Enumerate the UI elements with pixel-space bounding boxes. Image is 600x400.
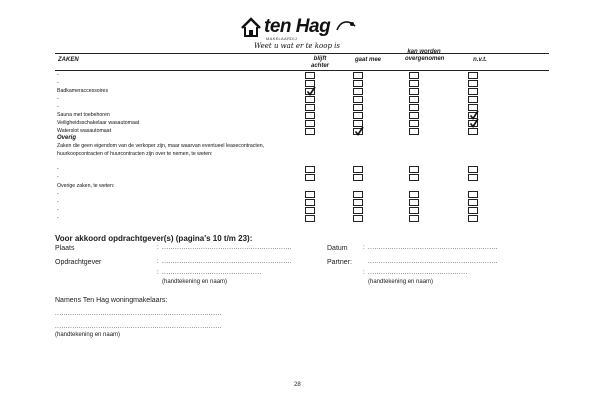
checkbox[interactable]: [409, 166, 419, 173]
makelaars-field-1[interactable]: .............................................................................: [55, 311, 222, 317]
opdrachtgever-colon: :: [157, 259, 160, 265]
checkbox-checked[interactable]: [305, 88, 315, 95]
checkbox[interactable]: [353, 96, 363, 103]
plaats-field[interactable]: ............................................................: [162, 245, 293, 251]
checkbox[interactable]: [409, 112, 419, 119]
checkbox[interactable]: [468, 191, 478, 198]
row-label: -: [57, 72, 59, 78]
row-label: -: [57, 207, 59, 213]
page-number: 28: [294, 382, 301, 388]
signature-field-2[interactable]: ..............................................: [368, 270, 468, 276]
row-label: -: [57, 191, 59, 197]
overige-zaken-title: Overige zaken, te weten:: [57, 183, 115, 189]
checkbox[interactable]: [468, 88, 478, 95]
checkbox[interactable]: [409, 72, 419, 79]
checkbox[interactable]: [468, 199, 478, 206]
checkbox[interactable]: [353, 72, 363, 79]
row-label: -: [57, 174, 59, 180]
checkbox[interactable]: [305, 199, 315, 206]
checkbox[interactable]: [353, 207, 363, 214]
row-label: Waterslot wasautomaat: [57, 128, 112, 134]
checkbox[interactable]: [305, 72, 315, 79]
row-label: -: [57, 166, 59, 172]
partner-label: Partner:: [327, 259, 352, 266]
checkbox[interactable]: [305, 191, 315, 198]
table-header-rule: [55, 70, 549, 71]
checkbox[interactable]: [353, 80, 363, 87]
signature-colon-2: :: [363, 270, 366, 276]
checkbox[interactable]: [409, 191, 419, 198]
plaats-label: Plaats: [55, 245, 75, 252]
checkbox[interactable]: [305, 128, 315, 135]
checkbox-checked[interactable]: [468, 120, 478, 127]
row-label: -: [57, 215, 59, 221]
opdrachtgever-label: Opdrachtgever: [55, 259, 102, 266]
overig-title: Overig: [57, 135, 77, 141]
checkbox[interactable]: [468, 96, 478, 103]
datum-field[interactable]: ............................................................: [368, 245, 499, 251]
column-header-gaat-mee: gaat mee: [354, 57, 381, 63]
checkbox[interactable]: [409, 88, 419, 95]
checkbox[interactable]: [409, 80, 419, 87]
overig-description: Zaken die geen eigendom van de verkoper zijn, maar waarvan eventueel leasecontracten, huurkoopcontracten of huurcontracten zijn over te nemen, te weten:: [57, 143, 265, 157]
checkbox[interactable]: [353, 174, 363, 181]
checkbox[interactable]: [468, 80, 478, 87]
checkbox[interactable]: [409, 120, 419, 127]
checkbox[interactable]: [409, 96, 419, 103]
datum-label: Datum: [327, 245, 348, 252]
checkbox[interactable]: [468, 128, 478, 135]
opdrachtgever-field[interactable]: ............................................................: [162, 259, 293, 265]
column-header-kan-worden-overgenomen: kan worden overgenomen: [405, 49, 445, 62]
checkbox[interactable]: [305, 104, 315, 111]
house-logo-icon: [240, 16, 262, 38]
checkbox[interactable]: [409, 215, 419, 222]
checkbox[interactable]: [305, 166, 315, 173]
logo-brand-sub: MAKELAARDIJ: [266, 36, 298, 41]
checkbox[interactable]: [353, 215, 363, 222]
checkbox[interactable]: [468, 166, 478, 173]
checkbox[interactable]: [409, 104, 419, 111]
checkbox[interactable]: [353, 104, 363, 111]
signature-colon-1: :: [157, 270, 160, 276]
logo-tagline: Weet u wat er te koop is: [254, 42, 340, 50]
row-label: Sauna met toebehoren: [57, 112, 110, 118]
ten-hag-logo: [240, 16, 360, 50]
checkmark-icon: [354, 126, 364, 136]
checkbox[interactable]: [468, 72, 478, 79]
makelaars-title: Namens Ten Hag woningmakelaars:: [55, 297, 168, 304]
plaats-colon: :: [157, 245, 160, 251]
makelaars-caption: (handtekening en naam): [55, 332, 121, 338]
makelaars-field-2[interactable]: .............................................................................: [55, 324, 222, 330]
table-top-rule: [55, 53, 549, 54]
checkmark-icon: [306, 86, 316, 96]
checkbox[interactable]: [353, 199, 363, 206]
row-label: -: [57, 104, 59, 110]
checkbox[interactable]: [353, 88, 363, 95]
checkbox[interactable]: [305, 174, 315, 181]
checkbox[interactable]: [468, 174, 478, 181]
checkbox[interactable]: [353, 112, 363, 119]
row-label: -: [57, 96, 59, 102]
checkbox[interactable]: [305, 120, 315, 127]
row-label: Veiligheidsschakelaar wasautomaat: [57, 120, 140, 126]
checkbox[interactable]: [353, 166, 363, 173]
column-header-nvt: n.v.t.: [473, 57, 487, 63]
checkbox[interactable]: [305, 112, 315, 119]
column-header-blijft-achter: blijft achter: [310, 56, 329, 69]
datum-colon: :: [363, 245, 366, 251]
row-label: -: [57, 80, 59, 86]
signature-caption-2: (handtekening en naam): [368, 279, 434, 285]
swoosh-icon: [335, 18, 357, 34]
signature-caption-1: (handtekening en naam): [162, 279, 228, 285]
column-header-zaken: ZAKEN: [58, 57, 79, 63]
checkbox[interactable]: [305, 96, 315, 103]
checkbox[interactable]: [409, 128, 419, 135]
logo-brand: ten Hag: [264, 16, 331, 37]
partner-field[interactable]: ............................................................: [368, 259, 499, 265]
checkbox[interactable]: [409, 199, 419, 206]
akkoord-title: Voor akkoord opdrachtgever(s) (pagina's 10 t/m 23):: [55, 234, 253, 243]
checkbox-checked[interactable]: [353, 128, 363, 135]
signature-field-1[interactable]: ..............................................: [162, 270, 262, 276]
checkbox[interactable]: [409, 207, 419, 214]
checkbox[interactable]: [305, 207, 315, 214]
checkbox[interactable]: [409, 174, 419, 181]
checkmark-icon: [469, 118, 479, 128]
checkbox[interactable]: [468, 215, 478, 222]
row-label: -: [57, 199, 59, 205]
checkbox[interactable]: [468, 207, 478, 214]
row-label: Badkameraccessoires: [57, 88, 109, 94]
checkbox[interactable]: [353, 191, 363, 198]
checkbox[interactable]: [305, 215, 315, 222]
